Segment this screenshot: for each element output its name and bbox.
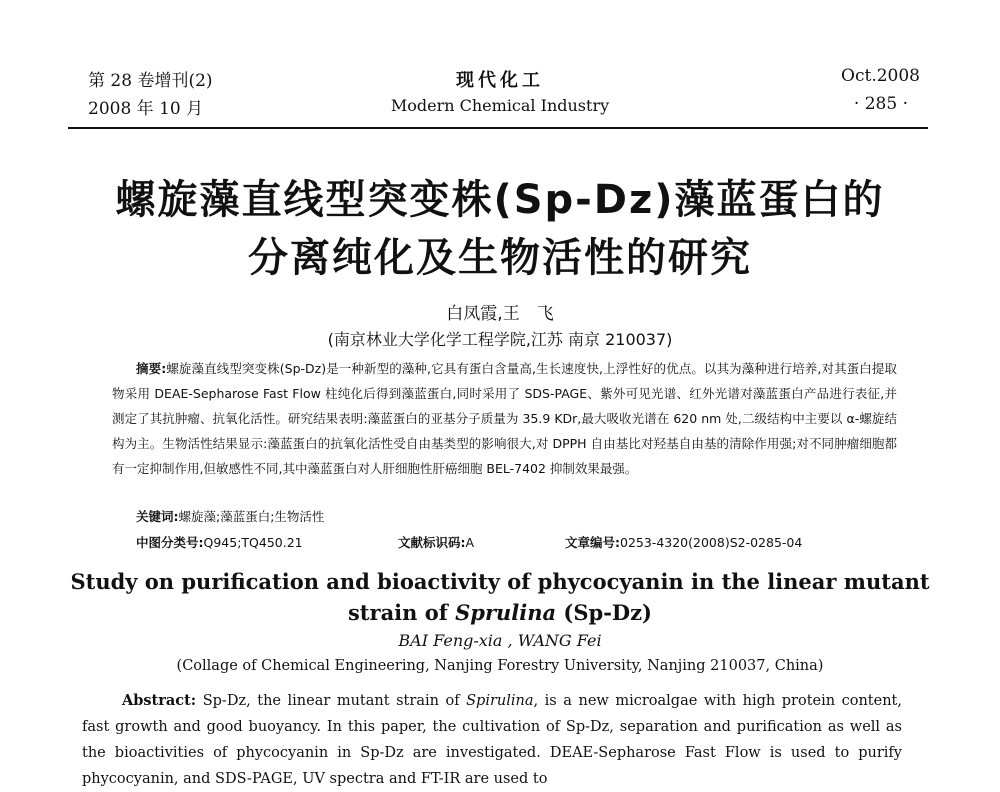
- abstract-en-text-a: Sp-Dz, the linear mutant strain of: [196, 693, 467, 709]
- clc-value: Q945;TQ450.21: [203, 535, 303, 550]
- abstract-cn-text: 螺旋藻直线型突变株(Sp-Dz)是一种新型的藻种,它具有蛋白含量高,生长速度快,上浮性好的优点。以其为藻种进行培养,对其蛋白提取物采用 DEAE-Sepharose Fast Flow 柱纯化后得到藻蓝蛋白,同时采用了 SDS-PAGE、紫外可见光谱、红外光谱对藻蓝蛋白产品进行表征,并测定了其抗肿瘤、抗氧化活性。研究结果表明:藻蓝蛋白的亚基分子质量为 35.9 KDr,最大吸收光谱在 620 nm 处,二级结构中主要以 α-螺旋结构为主。生物活性结果显示:藻蓝蛋白的抗氧化活性受自由基类型的影响很大,对 DPPH 自由基比对羟基自由基的清除作用强;对不同肿瘤细胞都有一定抑制作用,但敏感性不同,其中藻蓝蛋白对人肝细胞性肝癌细胞 BEL-7402 抑制效果最强。: [112, 361, 898, 476]
- abstract-en-text-b: , is a new microalgae with high protein content, fast growth and good buoyancy. In this paper, the cultivation of Sp-Dz, separation and purification as well as the bioactivities of phycocyanin in Sp-Dz are investigated. DEAE-Sepharose Fast Flow is used to purify phycocyanin, and SDS-PAGE, UV spectra and FT-IR are used to: [82, 693, 902, 787]
- journal-volume: 第 28 卷增刊(2): [88, 71, 213, 91]
- journal-date-cn: 2008 年 10 月: [88, 99, 204, 119]
- clc-number: [136, 533, 303, 551]
- journal-name-cn: 现代化工: [456, 70, 544, 91]
- title-en-line2-a: strain of: [347, 600, 456, 625]
- abstract-cn: [112, 356, 897, 506]
- abstract-en: [82, 688, 902, 787]
- article-number: [565, 533, 802, 551]
- title-cn-line1: 螺旋藻直线型突变株(Sp-Dz)藻蓝蛋白的: [115, 177, 885, 223]
- keywords-cn-label: 关键词:: [136, 509, 179, 524]
- clc-label: 中图分类号:: [136, 535, 204, 550]
- title-en-line2-b: (Sp-Dz): [556, 600, 652, 625]
- document-code: [398, 533, 474, 551]
- article-label: 文章编号:: [565, 535, 620, 550]
- journal-date-en: Oct.2008: [841, 66, 920, 86]
- authors-cn: 白凤霞,王 飞: [446, 304, 554, 324]
- abstract-en-genus: Spirulina: [466, 693, 534, 709]
- affiliation-cn: (南京林业大学化学工程学院,江苏 南京 210037): [327, 330, 673, 349]
- authors-en: BAI Feng-xia , WANG Fei: [398, 631, 602, 650]
- title-cn-line2: 分离纯化及生物活性的研究: [248, 235, 752, 281]
- title-en-line1: Study on purification and bioactivity of phycocyanin in the linear mutant: [70, 569, 930, 594]
- abstract-cn-label: 摘要:: [136, 361, 167, 376]
- keywords-cn-text: 螺旋藻;藻蓝蛋白;生物活性: [178, 509, 325, 524]
- abstract-en-label: Abstract:: [122, 692, 197, 709]
- affiliation-en: (Collage of Chemical Engineering, Nanjing Forestry University, Nanjing 210037, China): [176, 658, 824, 674]
- title-en-line2: [0, 600, 1000, 625]
- keywords-cn: [136, 507, 324, 525]
- journal-name-en: Modern Chemical Industry: [390, 96, 610, 115]
- doc-label: 文献标识码:: [398, 535, 466, 550]
- header-rule: [68, 127, 928, 129]
- doc-value: A: [465, 535, 475, 550]
- page-number: · 285 ·: [853, 94, 908, 114]
- title-en-genus: Sprulina: [455, 600, 557, 625]
- article-value: 0253-4320(2008)S2-0285-04: [620, 535, 803, 550]
